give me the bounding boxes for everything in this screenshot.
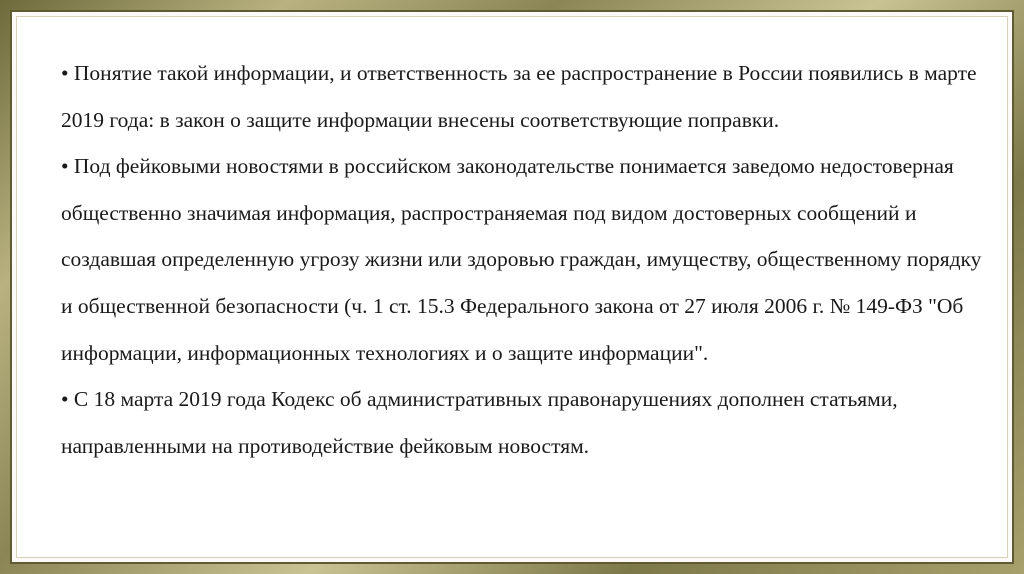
paragraph-text: Понятие такой информации, и ответственность за ее распространение в России появились в марте 2019 года: в закон о защите информации внесены соответствующие поправки. [61,61,977,132]
paragraph-1 [61,50,991,143]
bullet-icon: • [61,61,69,85]
slide [16,16,1008,558]
paragraph-text: Под фейковыми новостями в российском законодательстве понимается заведомо недостоверная общественно значимая информация, распространяемая под видом достоверных сообщений и создавшая определенную угрозу жизни или здоровью граждан, имуществу, общественному порядку и общественной безопасности (ч. 1 ст. 15.3 Федерального закона от 27 июля 2006 г. № 149-ФЗ "Об информации, информационных технологиях и о защите информации". [61,154,982,365]
slide-text-body [61,50,991,469]
paragraph-3 [61,376,991,469]
bullet-icon: • [61,154,69,179]
paragraph-2 [61,143,991,376]
bullet-icon: • [61,387,69,412]
paragraph-text: С 18 марта 2019 года Кодекс об административных правонарушениях дополнен статьями, направленными на противодействие фейковым новостям. [61,387,898,458]
